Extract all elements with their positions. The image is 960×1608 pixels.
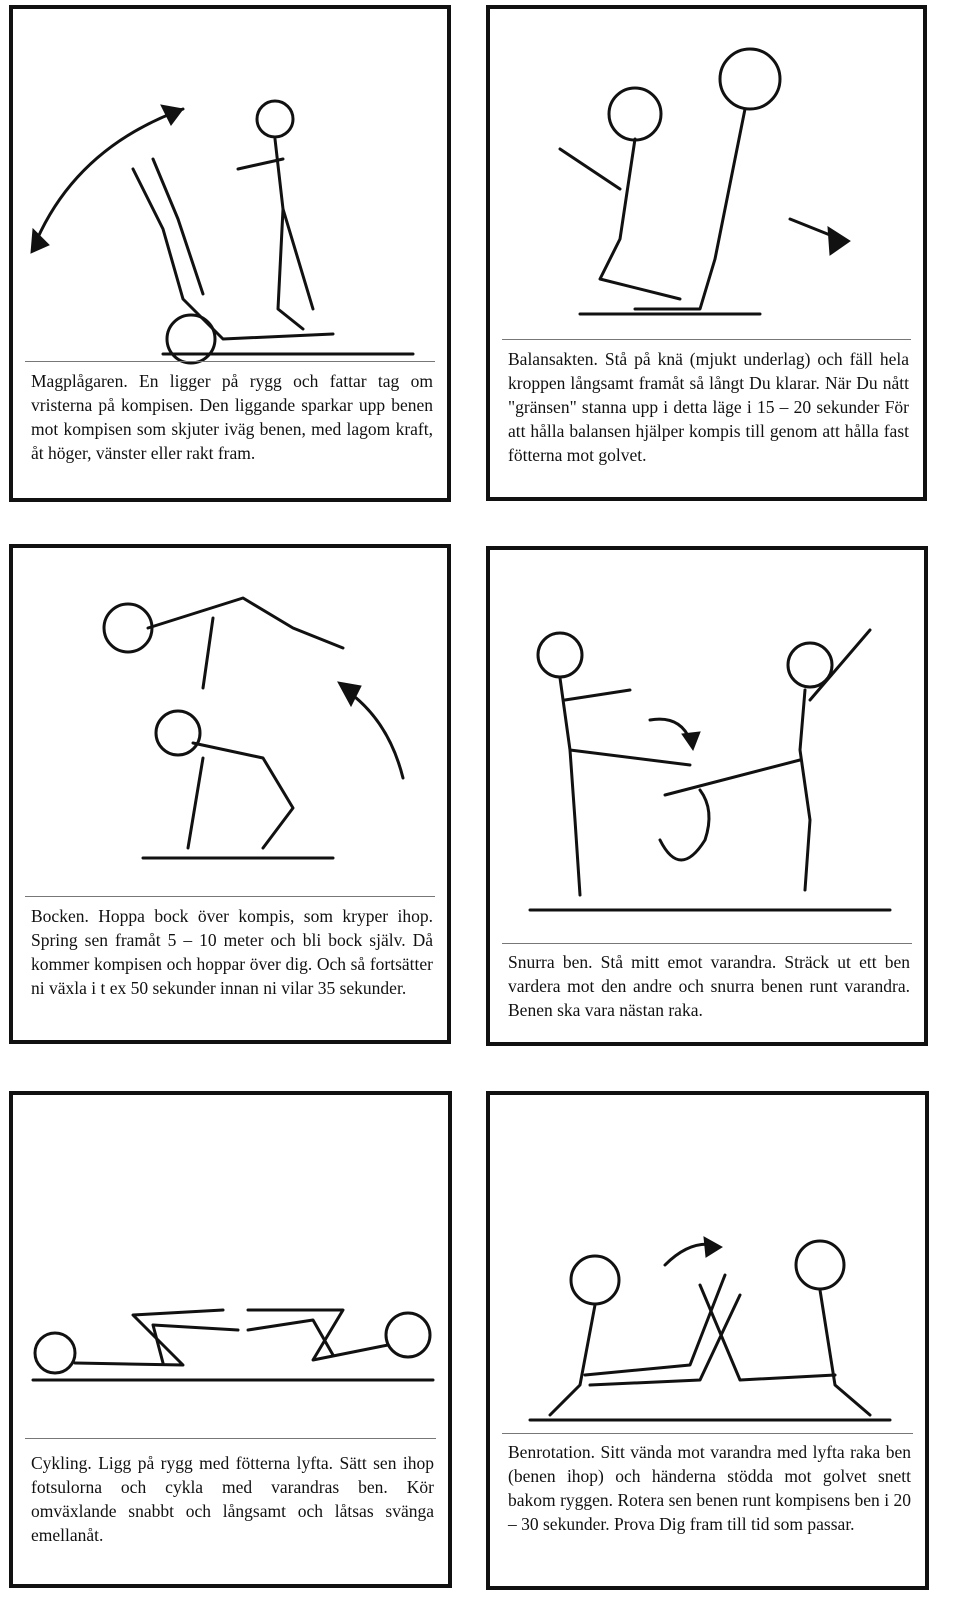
exercise-card-benrotation [486, 1091, 929, 1590]
exercise-card-bocken [9, 544, 451, 1044]
divider [25, 361, 435, 362]
divider [25, 1438, 436, 1439]
caption: Benrotation. Sitt vända mot varandra med lyfta raka ben (benen ihop) och händerna stödda mot golvet snett bakom ryggen. Rotera sen benen runt kompisens ben i 20 – 30 sekunder. Prova Dig fram till tid som passar. [508, 1442, 911, 1534]
exercise-card-snurra-ben [486, 546, 928, 1046]
exercise-card-cykling [9, 1091, 452, 1588]
caption: Bocken. Hoppa bock över kompis, som kryper ihop. Spring sen framåt 5 – 10 meter och bli bock själv. Då kommer kompisen och hoppar över dig. Och så fortsätter ni växla i t ex 50 sekunder innan ni vilar 35 sekunder. [31, 906, 433, 998]
caption: Snurra ben. Stå mitt emot varandra. Sträck ut ett ben vardera mot den andre och snurra benen runt varandra. Benen ska vara nästan raka. [508, 952, 910, 1020]
exercise-card-balansakten [486, 5, 927, 501]
divider [502, 339, 911, 340]
caption: Balansakten. Stå på knä (mjukt underlag) och fäll hela kroppen långsamt framåt så långt Du klarar. När Du nått "gränsen" stanna upp i detta läge i 15 – 20 sekunder För att hålla balansen hjälper kompis till genom att hålla fast fötterna mot golvet. [508, 349, 909, 465]
exercise-card-magplagaren [9, 5, 451, 502]
divider [502, 943, 912, 944]
caption: Magplågaren. En ligger på rygg och fattar tag om vristerna på kompisen. Den liggande sparkar upp benen mot kompisen som skjuter iväg benen, med lagom kraft, åt höger, vänster eller rakt fram. [31, 371, 433, 463]
divider [502, 1433, 913, 1434]
caption: Cykling. Ligg på rygg med fötterna lyfta. Sätt sen ihop fotsulorna och cykla med varandras ben. Kör omväxlande snabbt och långsamt och låtsas svänga emellanåt. [31, 1453, 434, 1545]
divider [25, 896, 435, 897]
